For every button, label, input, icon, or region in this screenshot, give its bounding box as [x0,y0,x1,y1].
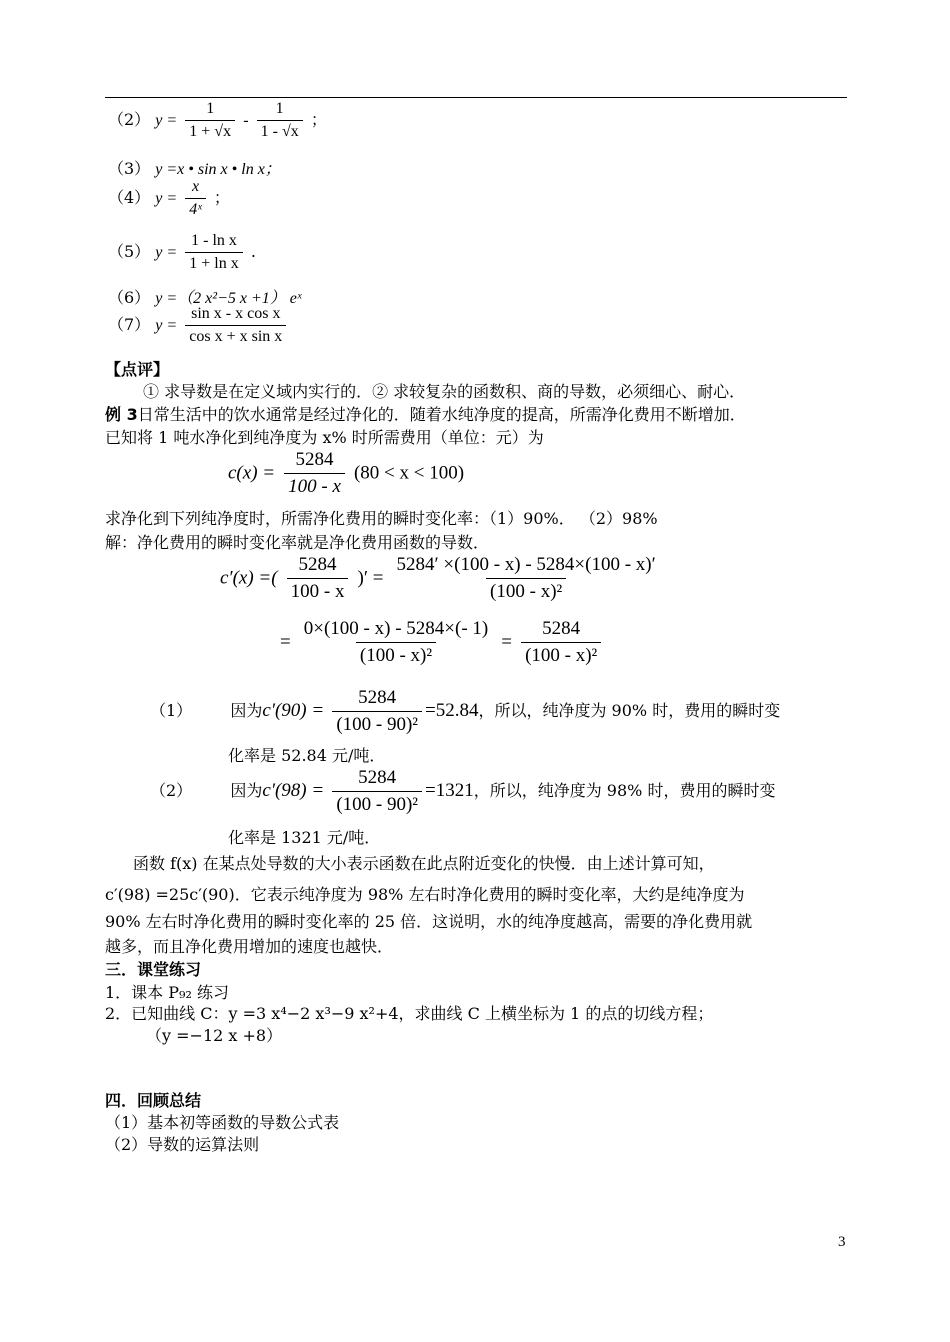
item-expr: y = [155,190,178,207]
fraction: $\frac{1}{1 - √x}$ [257,100,303,141]
part-label: （1） [150,701,193,720]
part1-line2: 化率是 52.84 元/吨． [228,746,386,765]
example3-line2: 已知将 1 吨水净化到纯净度为 x% 时所需费用（单位：元）为 [105,428,544,447]
item-2 [108,100,327,141]
punct: ； [310,110,327,129]
example3-line1 [105,402,746,425]
item-expr: y =（2 x²−5 x +1） eˣ [155,290,302,307]
fraction: $\frac{0\times(100 - x) - 5284\times(- 1)}{\text{(100 - x)²}}$ [303,618,489,666]
punct: ； [213,188,230,207]
paragraph-line1: 函数 f(x) 在某点处导数的大小表示函数在此点附近变化的快慢．由上述计算可知， [133,854,715,873]
item-label: （3） [108,159,151,178]
item-label: （2） [108,110,151,129]
paragraph-line2: c′(98) =25c′(90)．它表示纯净度为 98% 左右时净化费用的瞬时变化率，大约是纯净度为 [105,885,745,904]
item-label: （7） [108,315,151,334]
item-3 [108,156,281,179]
section4-heading: 四．回顾总结 [105,1091,202,1110]
summary-2: （2）导数的运算法则 [105,1135,260,1154]
item-4 [108,178,230,219]
part-label: （2） [150,781,193,800]
exercise-1: 1．课本 P₉₂ 练习 [105,983,229,1002]
item-5 [108,232,256,273]
exercise-2-answer: （y =−12 x +8） [146,1026,283,1045]
item-expr: y = [155,317,178,334]
punct: . [250,242,256,261]
example3-question: 求净化到下列纯净度时，所需净化费用的瞬时变化率：（1）90%． （2）98% [105,509,658,528]
item-expr: y =x • sin x • ln x； [155,161,281,178]
fraction: $\frac{\text{1 - ln x}}{\text{1 + ln x}}$ [185,232,242,273]
example-label: 例 3 [105,405,138,424]
item-label: （4） [108,188,151,207]
fraction: $\frac{1}{1 + √x}$ [185,100,235,141]
comment-text: ① 求导数是在定义域内实行的．② 求较复杂的函数积、商的导数，必须细心、耐心． [143,382,746,401]
exercise-2: 2．已知曲线 C：y =3 x⁴−2 x³−9 x²+4，求曲线 C 上横坐标为 1 的点的切线方程； [105,1004,714,1023]
item-expr: y = [155,244,178,261]
cost-formula: c(x) = $\frac{5284}{100 - x}$ (80 < x < 100) [228,449,465,497]
minus-sign: - [243,112,249,129]
paragraph-line3: 90% 左右时净化费用的瞬时变化率的 25 倍．这说明，水的纯净度越高，需要的净化费用就 [105,912,753,931]
derivative-line1: c′(x) =( $\frac{5284}{100 - x}$ )′ = $\frac{5284' \times(100 - x) - 5284\times(100 - x)'}{\text{(100 - x)²}}$ [220,554,663,603]
example-text: 日常生活中的饮水通常是经过净化的．随着水纯净度的提高，所需净化费用不断增加． [137,405,746,424]
page-number: 3 [838,1234,846,1250]
solution-intro: 解：净化费用的瞬时变化率就是净化费用函数的导数． [105,533,490,552]
comment-heading: 【点评】 [105,360,170,379]
item-label: （5） [108,242,151,261]
fraction: $\frac{5284}{\text{(100 - 90)²}}$ [332,687,422,736]
item-label: （6） [108,288,151,307]
paragraph-line4: 越多，而且净化费用增加的速度也越快． [105,937,394,956]
header-rule [105,97,847,98]
fraction: $\frac{5284}{100 - x}$ [284,449,345,498]
item-expr: y = [155,112,178,129]
item-7 [108,305,289,346]
part1: （1） 因为c′(90) = $\frac{5284}{\text{(100 - 90)²}}$ =52.84，所以，纯净度为 90% 时，费用的瞬时变 [150,687,781,735]
fraction: $\frac{5284}{\text{(100 - 90)²}}$ [332,767,422,816]
fraction: $\frac{5284}{100 - x}$ [287,554,349,603]
part2: （2） 因为c′(98) = $\frac{5284}{\text{(100 - 90)²}}$ =1321，所以，纯净度为 98% 时，费用的瞬时变 [150,767,776,815]
section3-heading: 三．课堂练习 [105,960,202,979]
fraction: $\frac{x}{\text{4ˣ}}$ [185,178,206,219]
summary-1: （1）基本初等函数的导数公式表 [105,1113,340,1132]
part2-line2: 化率是 1321 元/吨． [228,828,381,847]
derivative-line2: = $\frac{0\times(100 - x) - 5284\times(- 1)}{\text{(100 - x)²}}$ = $\frac{5284}{\text{(100 - x)²}}$ [280,618,604,667]
fraction: $\frac{\text{sin x - x cos x}}{\text{cos x + x sin x}}$ [185,305,286,346]
fraction: $\frac{5284}{\text{(100 - x)²}}$ [521,618,601,667]
fraction: $\frac{5284' \times(100 - x) - 5284\times(100 - x)'}{\text{(100 - x)²}}$ [396,554,656,602]
